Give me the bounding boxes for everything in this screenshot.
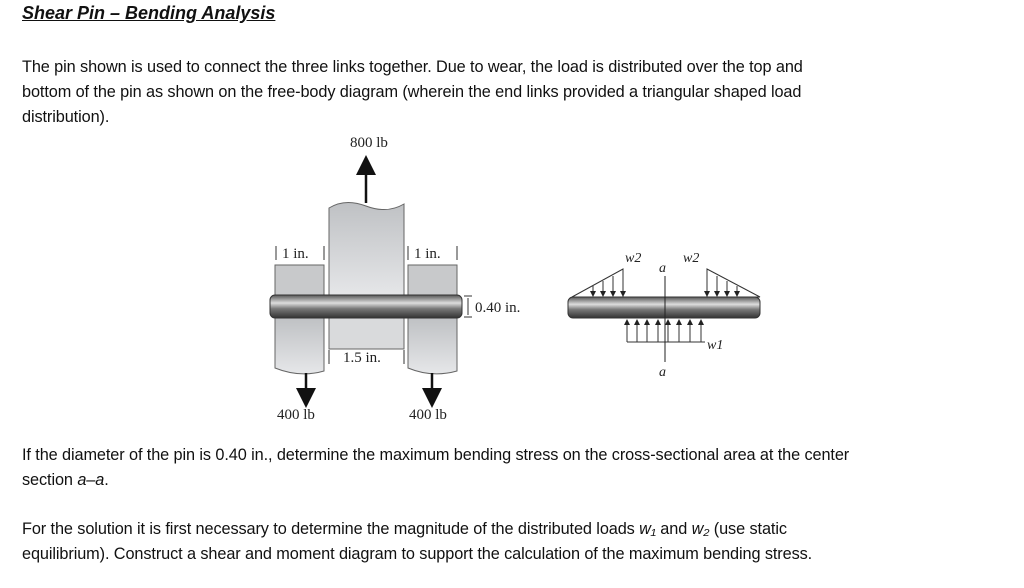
instructions-text: (use static xyxy=(709,520,787,538)
right-width-label: 1 in. xyxy=(414,246,441,262)
left-load-label: 400 lb xyxy=(277,407,315,423)
intro-line-1: The pin shown is used to connect the three links together. Due to wear, the load is distributed over the top and xyxy=(22,58,803,76)
section-name: a–a xyxy=(77,471,105,489)
page-title: Shear Pin – Bending Analysis xyxy=(22,3,276,23)
section-a-top-label: a xyxy=(659,261,666,276)
center-link xyxy=(329,202,404,298)
fbd-pin xyxy=(568,297,760,318)
w1-label: w1 xyxy=(707,338,724,353)
question-text: section xyxy=(22,471,78,489)
instructions-line-2: equilibrium). Construct a shear and moment diagram to support the calculation of the maximum bending stress. xyxy=(22,545,813,563)
left-width-label: 1 in. xyxy=(282,246,309,262)
intro-line-3: distribution). xyxy=(22,108,110,126)
top-load-label: 800 lb xyxy=(350,135,388,151)
question-line-1: If the diameter of the pin is 0.40 in., determine the maximum bending stress on the cross-sectional area at the center xyxy=(22,446,850,464)
w2-right-label: w2 xyxy=(683,251,700,266)
intro-line-2: bottom of the pin as shown on the free-body diagram (wherein the end links provided a triangular shaped load xyxy=(22,83,802,101)
section-a-bottom-label: a xyxy=(659,365,666,380)
instructions-text: and xyxy=(655,520,692,538)
question-line-2 xyxy=(22,471,109,490)
center-width-label: 1.5 in. xyxy=(343,350,381,366)
instructions-line-1 xyxy=(22,520,787,539)
w1-symbol: w₁ xyxy=(639,520,656,538)
diameter-label: 0.40 in. xyxy=(475,300,521,316)
question-text: . xyxy=(104,471,109,489)
pin-assembly-diagram xyxy=(270,135,520,423)
pin xyxy=(270,295,462,318)
right-load-label: 400 lb xyxy=(409,407,447,423)
left-link xyxy=(275,265,324,295)
instructions-text: For the solution it is first necessary to determine the magnitude of the distributed loads xyxy=(22,520,640,538)
free-body-diagram xyxy=(568,251,760,380)
w2-symbol: w₂ xyxy=(691,520,710,538)
w2-left-label: w2 xyxy=(625,251,642,266)
right-link xyxy=(408,265,457,295)
